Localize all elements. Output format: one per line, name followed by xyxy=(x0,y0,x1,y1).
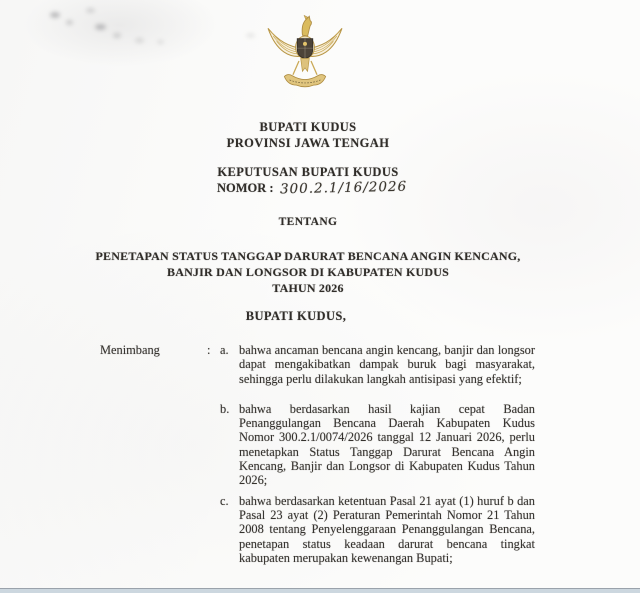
menimbang-section xyxy=(100,343,535,565)
menimbang-item-a xyxy=(220,343,535,386)
item-text: bahwa berdasarkan hasil kajian cepat Badan Penanggulangan Bencana Daerah Kabupaten Kudus Nomor 300.2.1/0074/2026 tanggal 12 Januari 2026, perlu menetapkan Status Tanggap Darurat Bencana Angin Kencang, Banjir dan Longsor di Kabupaten Kudus Tahun 2026; xyxy=(239,401,535,488)
scan-bottom-edge xyxy=(0,588,640,593)
decree-title xyxy=(0,248,616,296)
scan-smudge xyxy=(95,24,106,30)
salutation: BUPATI KUDUS, xyxy=(245,309,347,323)
menimbang-item-c xyxy=(220,494,535,565)
decree-heading: KEPUTUSAN BUPATI KUDUS xyxy=(217,165,399,179)
decree-title-line: PENETAPAN STATUS TANGGAP DARURAT BENCANA ANGIN KENCANG, xyxy=(95,249,521,263)
scan-smudge xyxy=(157,40,164,44)
letterhead-province: PROVINSI JAWA TENGAH xyxy=(226,136,390,150)
item-letter: a. xyxy=(220,343,229,357)
decree-title-line: TAHUN 2026 xyxy=(272,281,344,295)
letterhead-office: BUPATI KUDUS xyxy=(259,120,357,134)
scan-smudge xyxy=(135,38,144,43)
item-text: bahwa berdasarkan ketentuan Pasal 21 ayat (1) huruf b dan Pasal 23 ayat (2) Peraturan Pemerintah Nomor 21 Tahun 2008 tentang Penyelenggaraan Penanggulangan Bencana, penetapan status keadaan darurat bencana tingkat kabupaten merupakan kewenangan Bupati; xyxy=(239,493,535,565)
scan-smudge xyxy=(113,33,121,38)
scan-smudge xyxy=(50,12,60,18)
decree-title-line: BANJIR DAN LONGSOR DI KABUPATEN KUDUS xyxy=(167,265,449,279)
menimbang-items xyxy=(220,343,535,565)
decree-number-label: NOMOR : xyxy=(217,181,274,195)
item-text: bahwa ancaman bencana angin kencang, banjir dan longsor dapat mengakibatkan dampak buruk bagi masyarakat, sehingga perlu dilakukan langkah antisipasi yang efektif; xyxy=(239,343,535,386)
item-letter: b. xyxy=(220,401,230,416)
scan-smudge xyxy=(86,8,95,13)
scan-smudge xyxy=(246,33,255,38)
tentang-label: TENTANG xyxy=(278,216,338,228)
item-letter: c. xyxy=(220,493,229,508)
menimbang-item-b xyxy=(220,402,535,488)
scan-smudge xyxy=(66,20,73,25)
decree-number-line xyxy=(217,180,407,196)
menimbang-separator: : xyxy=(207,343,211,357)
garuda-pancasila-emblem-icon xyxy=(262,12,348,98)
decree-number-handwritten-value: 300.2.1/16/2026 xyxy=(279,178,407,198)
menimbang-label: Menimbang xyxy=(100,343,160,357)
